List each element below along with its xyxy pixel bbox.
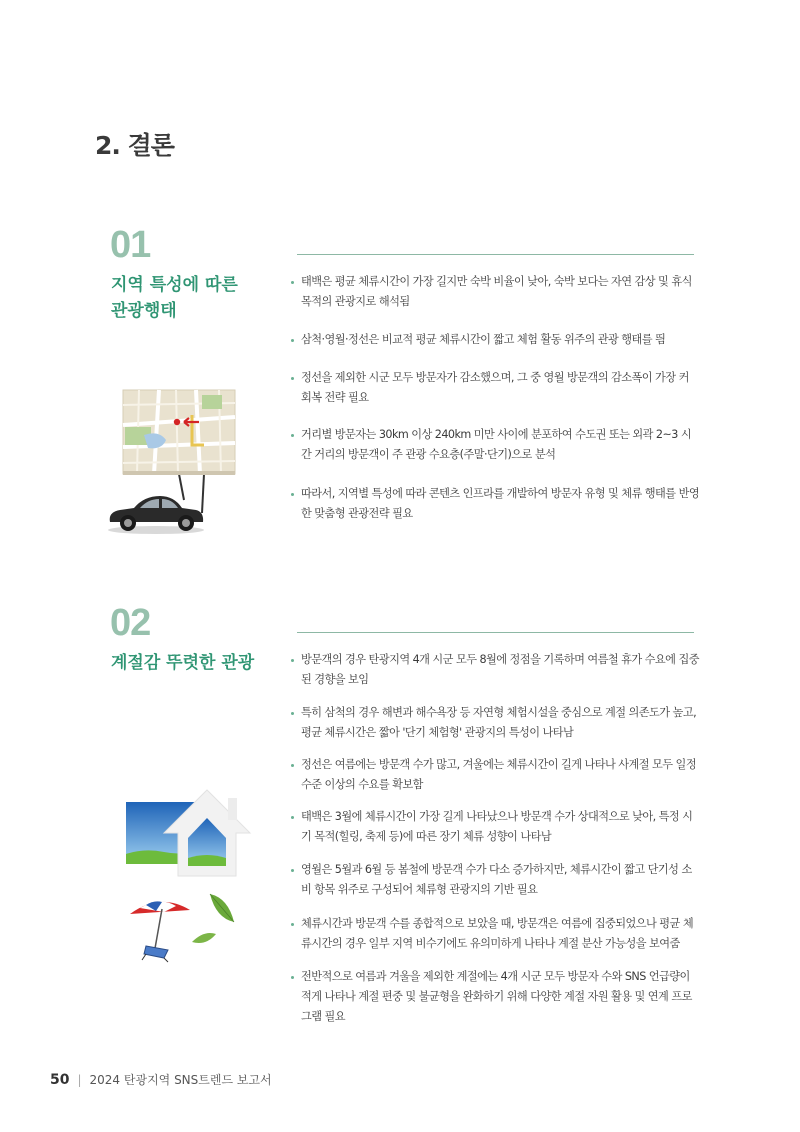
list-item: 정선은 여름에는 방문객 수가 많고, 겨울에는 체류시간이 길게 나타나 사계절 모두 일정 수준 이상의 수요를 확보함 xyxy=(290,755,700,795)
list-item: 방문객의 경우 탄광지역 4개 시군 모두 8월에 정점을 기록하며 여름철 휴가 수요에 집중된 경향을 보임 xyxy=(290,650,700,690)
list-item: 태백은 평균 체류시간이 가장 길지만 숙박 비율이 낮아, 숙박 보다는 자연 감상 및 휴식 목적의 관광지로 해석됨 xyxy=(290,272,700,312)
list-item: 따라서, 지역별 특성에 따라 콘텐츠 인프라를 개발하여 방문자 유형 및 체류 행태를 반영한 맞춤형 관광전략 필요 xyxy=(290,484,700,524)
car-illustration xyxy=(104,488,208,536)
list-item: 영월은 5월과 6월 등 봄철에 방문객 수가 다소 증가하지만, 체류시간이 짧고 단기성 소비 항목 위주로 구성되어 체류형 관광지의 기반 필요 xyxy=(290,860,700,900)
section-heading xyxy=(111,650,254,676)
page-footer xyxy=(50,1071,272,1088)
section-heading-line: 관광행태 xyxy=(111,301,177,321)
section-heading-line: 계절감 뚜렷한 관광 xyxy=(111,653,255,673)
list-item: 체류시간과 방문객 수를 종합적으로 보았을 때, 방문객은 여름에 집중되었으나 평균 체류시간의 경우 일부 지역 비수기에도 유의미하게 나타나 계절 분산 가능성을 보여줌 xyxy=(290,914,700,954)
section-heading-line: 지역 특성에 따른 xyxy=(111,275,238,295)
footer-separator: | xyxy=(77,1073,82,1087)
section-number: 02 xyxy=(110,602,151,644)
list-item: 삼척·영월·정선은 비교적 평균 체류시간이 짧고 체험 활동 위주의 관광 행태를 띔 xyxy=(290,330,700,350)
list-item: 거리별 방문자는 30km 이상 240km 미만 사이에 분포하여 수도권 또는 외곽 2~3 시간 거리의 방문객이 주 관광 수요층(주말·단기)으로 분석 xyxy=(290,425,700,465)
section-divider xyxy=(297,254,694,255)
list-item: 전반적으로 여름과 겨울을 제외한 계절에는 4개 시군 모두 방문자 수와 SNS 언급량이 적게 나타나 계절 편중 및 불균형을 완화하기 위해 다양한 계절 자원 활용 및 연계 프로그램 필요 xyxy=(290,967,700,1027)
list-item: 특히 삼척의 경우 해변과 해수욕장 등 자연형 체험시설을 중심으로 계절 의존도가 높고, 평균 체류시간은 짧아 '단기 체험형' 관광지의 특성이 나타남 xyxy=(290,703,700,743)
list-item: 태백은 3월에 체류시간이 가장 길게 나타났으나 방문객 수가 상대적으로 낮아, 특정 시기 목적(힐링, 축제 등)에 따른 장기 체류 성향이 나타남 xyxy=(290,807,700,847)
house-window-illustration xyxy=(124,778,256,880)
section-heading xyxy=(111,272,238,324)
section-number: 01 xyxy=(110,224,151,266)
list-item: 정선을 제외한 시군 모두 방문자가 감소했으며, 그 중 영월 방문객의 감소폭이 가장 커 회복 전략 필요 xyxy=(290,368,700,408)
report-title: 2024 탄광지역 SNS트렌드 보고서 xyxy=(89,1073,272,1087)
page-number: 50 xyxy=(50,1072,70,1088)
section-divider xyxy=(297,632,694,633)
beach-umbrella-illustration xyxy=(124,888,244,966)
page-title: 2. 결론 xyxy=(95,131,174,160)
